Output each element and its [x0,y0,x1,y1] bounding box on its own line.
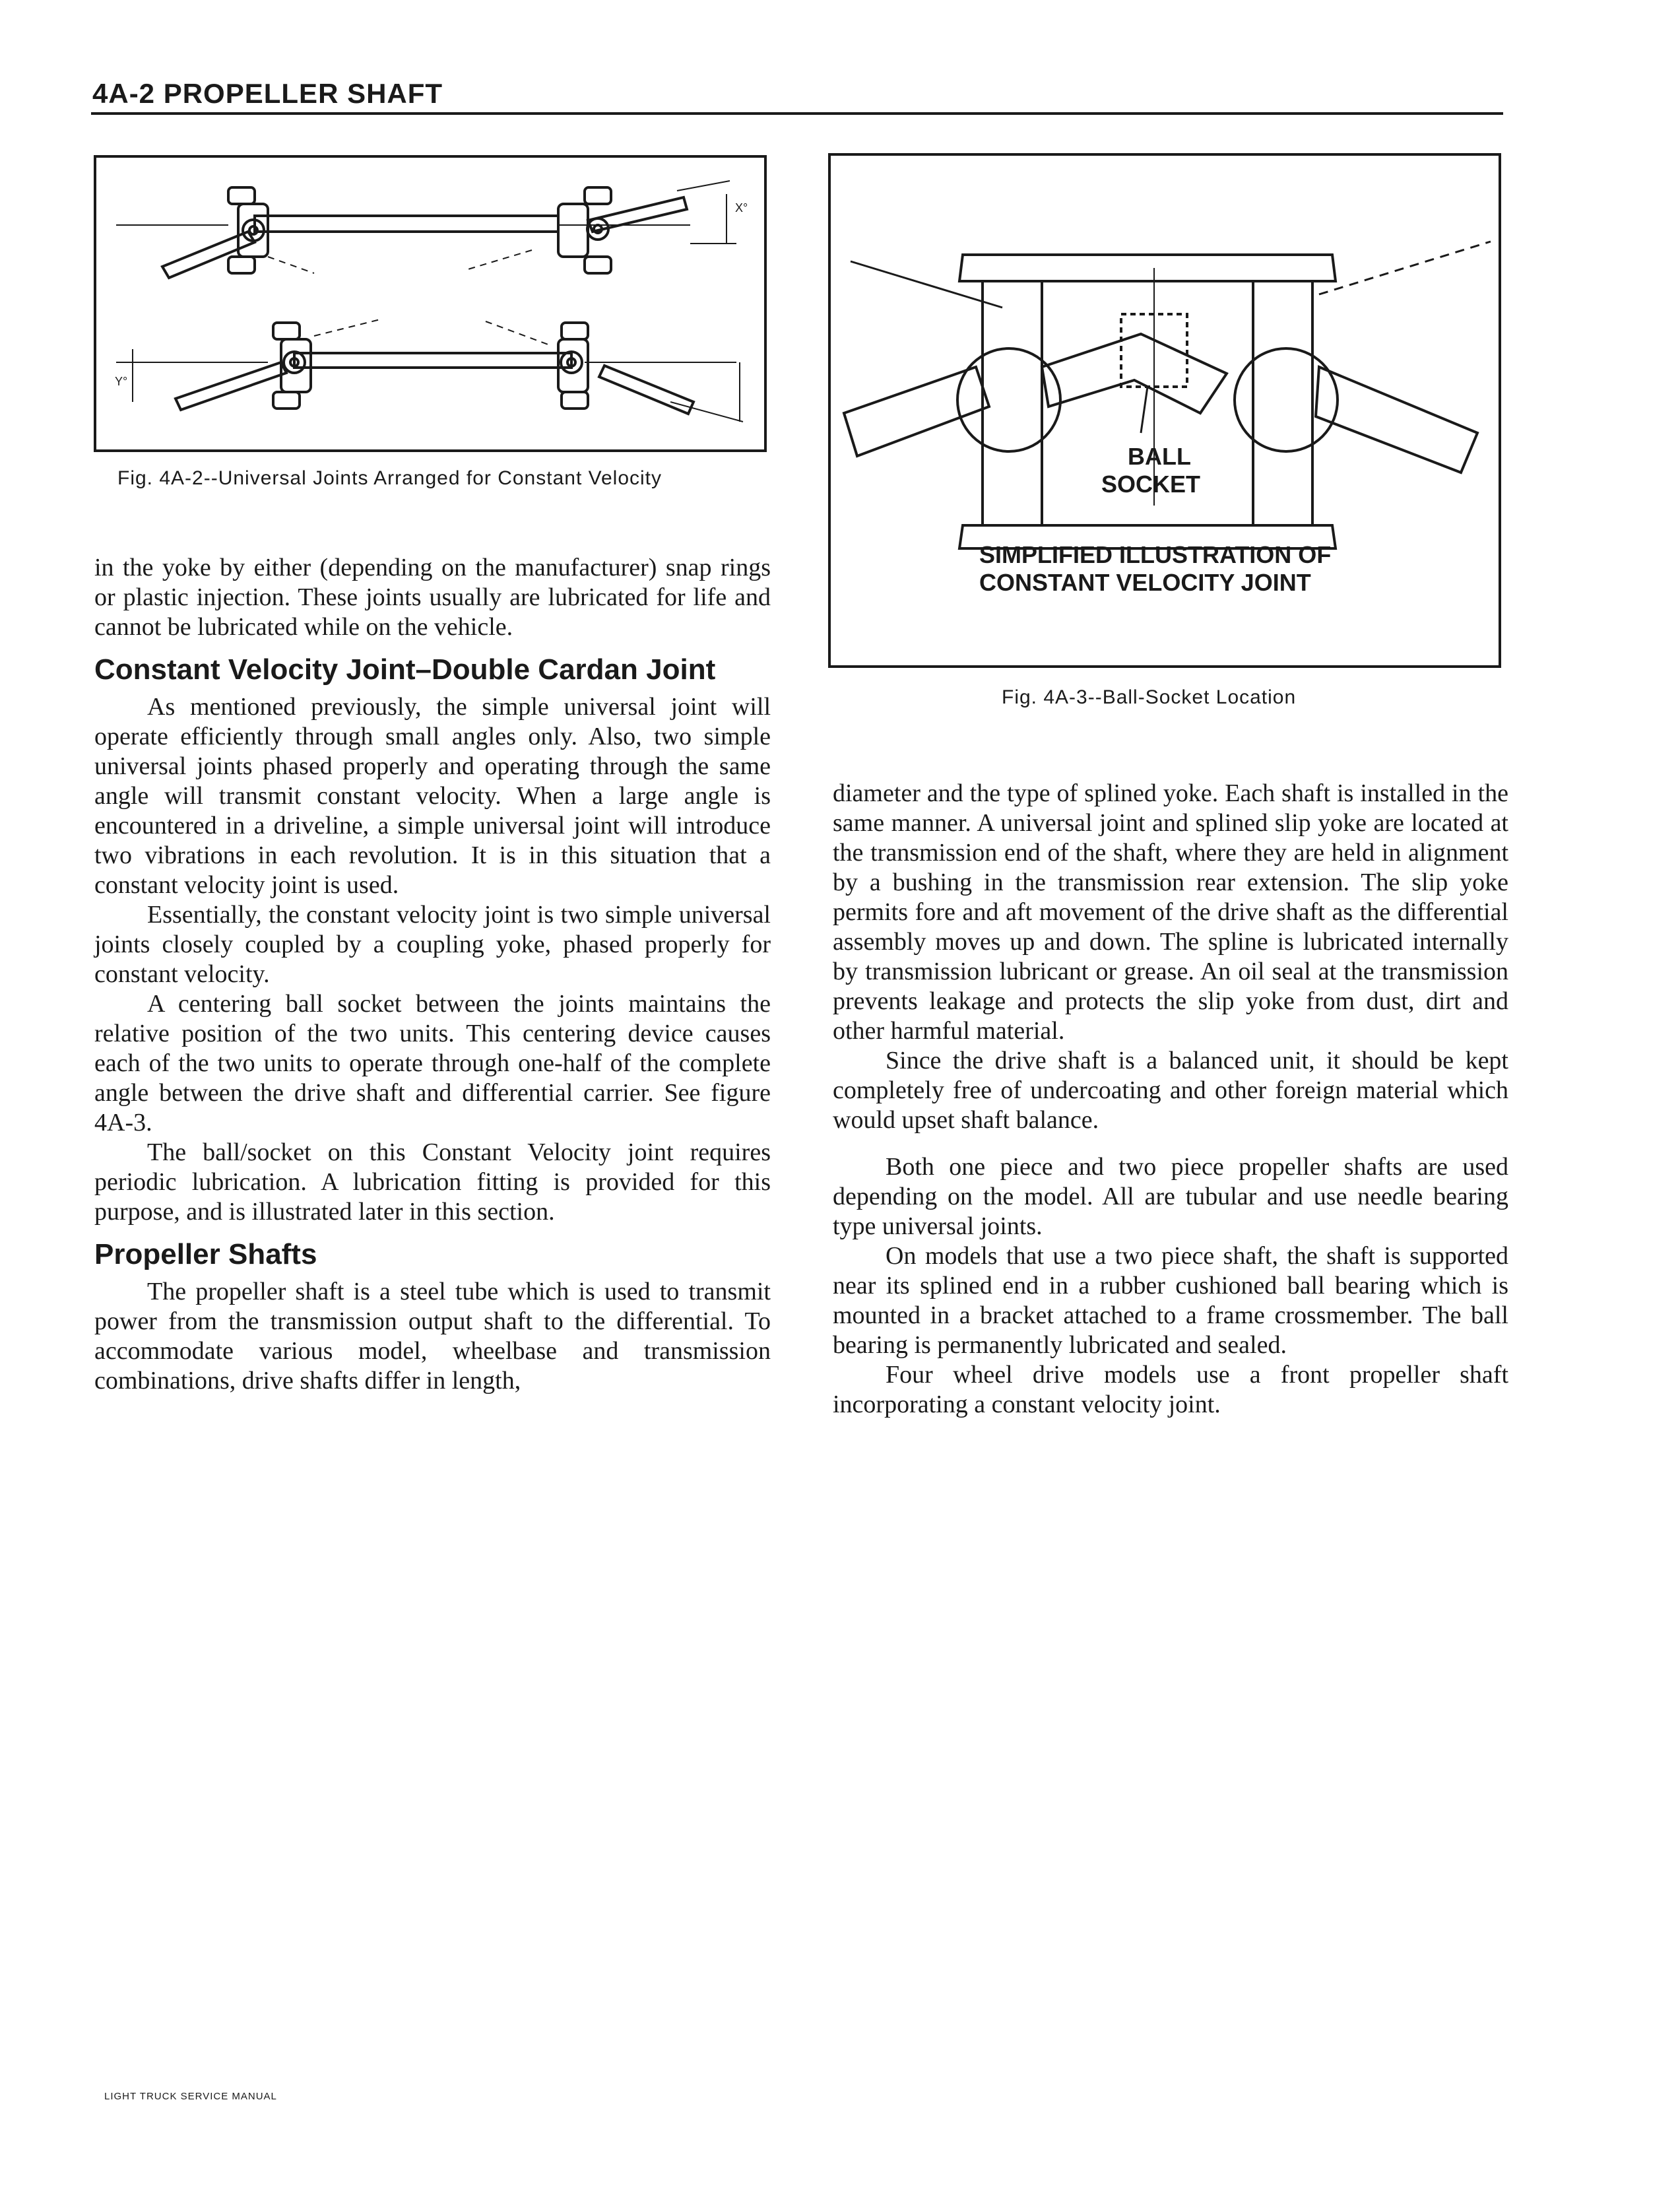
right-text-column [833,779,1508,1420]
page-header-title: 4A-2 PROPELLER SHAFT [92,78,443,109]
angle-x-label: X° [735,201,748,214]
figure-4a2-caption: Fig. 4A-2--Universal Joints Arranged for Constant Velocity [117,467,662,489]
socket-label: SOCKET [1101,471,1201,498]
left-yoke-arm [983,281,1042,525]
right-paragraph-5: Four wheel drive models use a front propeller shaft incorporating a constant velocity joint. [833,1361,1508,1418]
right-paragraph-2: Since the drive shaft is a balanced unit, it should be kept completely free of undercoating and other foreign material which would upset shaft balance. [833,1047,1508,1134]
bottom-center-shaft [294,353,571,368]
right-paragraph-1: diameter and the type of splined yoke. Each shaft is installed in the same manner. A universal joint and splined slip yoke are located at the transmission end of the shaft, where they are held in alignment by a bushing in the transmission rear extension. The slip yoke permits fore and aft movement of the drive shaft as the differential assembly moves up and down. The spline is lubricated internally by transmission lubricant or grease. An oil seal at the transmission prevents leakage and protects the slip yoke from dust, dirt and other harmful material. [833,779,1508,1045]
top-center-shaft [255,216,558,232]
page-footer: LIGHT TRUCK SERVICE MANUAL [104,2091,277,2102]
bottom-left-shaft [176,362,286,410]
figure-ball-socket [828,153,1501,668]
left-paragraph-3: Essentially, the constant velocity joint is two simple universal joints closely coupled by a coupling yoke, phased properly for constant velocity. [94,901,771,988]
left-paragraph-1: in the yoke by either (depending on the manufacturer) snap rings or plastic injection. These joints usually are lubricated for life and cannot be lubricated while on the vehicle. [94,554,771,641]
heading-propeller-shafts: Propeller Shafts [94,1238,317,1270]
left-paragraph-6: The propeller shaft is a steel tube which is used to transmit power from the transmission output shaft to the differential. To accommodate various model, wheelbase and transmission combinations, drive shafts differ in length, [94,1278,771,1395]
coupling-yoke-top [959,255,1336,281]
left-shaft [844,367,989,456]
left-paragraph-5: The ball/socket on this Constant Velocity joint requires periodic lubrication. A lubrication fitting is provided for this purpose, and is illustrated later in this section. [94,1138,771,1226]
left-paragraph-4: A centering ball socket between the joints maintains the relative position of the two units. This centering device causes each of the two units to operate through one-half of the complete angle between the drive shaft and differential carrier. See figure 4A-3. [94,990,771,1136]
left-cross-bearing [957,348,1060,451]
top-right-shaft [588,197,687,232]
ball-label: BALL [1128,443,1191,470]
illustration-title-line1: SIMPLIFIED ILLUSTRATION OF [979,541,1332,568]
right-yoke-arm [1253,281,1312,525]
header-rule [91,112,1503,115]
figure-4a3-caption: Fig. 4A-3--Ball-Socket Location [1002,686,1297,708]
figure-universal-joints [94,155,767,452]
angle-y-label: Y° [115,375,128,388]
left-text-column [94,553,771,1396]
illustration-title-line2: CONSTANT VELOCITY JOINT [979,569,1311,596]
right-shaft [1316,367,1477,473]
heading-constant-velocity: Constant Velocity Joint–Double Cardan Joint [94,653,716,686]
center-coupling [1042,334,1227,413]
universal-joints-diagram [96,158,764,449]
left-paragraph-2: As mentioned previously, the simple universal joint will operate efficiently through small angles only. Also, two simple universal joints phased properly and operating through the same angle will transmit constant velocity. When a large angle is encountered in a driveline, a simple universal joint will introduce two vibrations in each revolution. It is in this situation that a constant velocity joint is used. [94,693,771,899]
bottom-right-shaft [599,366,694,414]
right-cross-bearing [1235,348,1338,451]
right-paragraph-3: Both one piece and two piece propeller shafts are used depending on the model. All are tubular and use needle bearing type universal joints. [833,1153,1508,1240]
right-paragraph-4: On models that use a two piece shaft, the shaft is supported near its splined end in a rubber cushioned ball bearing which is mounted in a bracket attached to a frame crossmember. The ball bearing is permanently lubricated and sealed. [833,1242,1508,1359]
cv-joint-diagram [831,156,1499,665]
